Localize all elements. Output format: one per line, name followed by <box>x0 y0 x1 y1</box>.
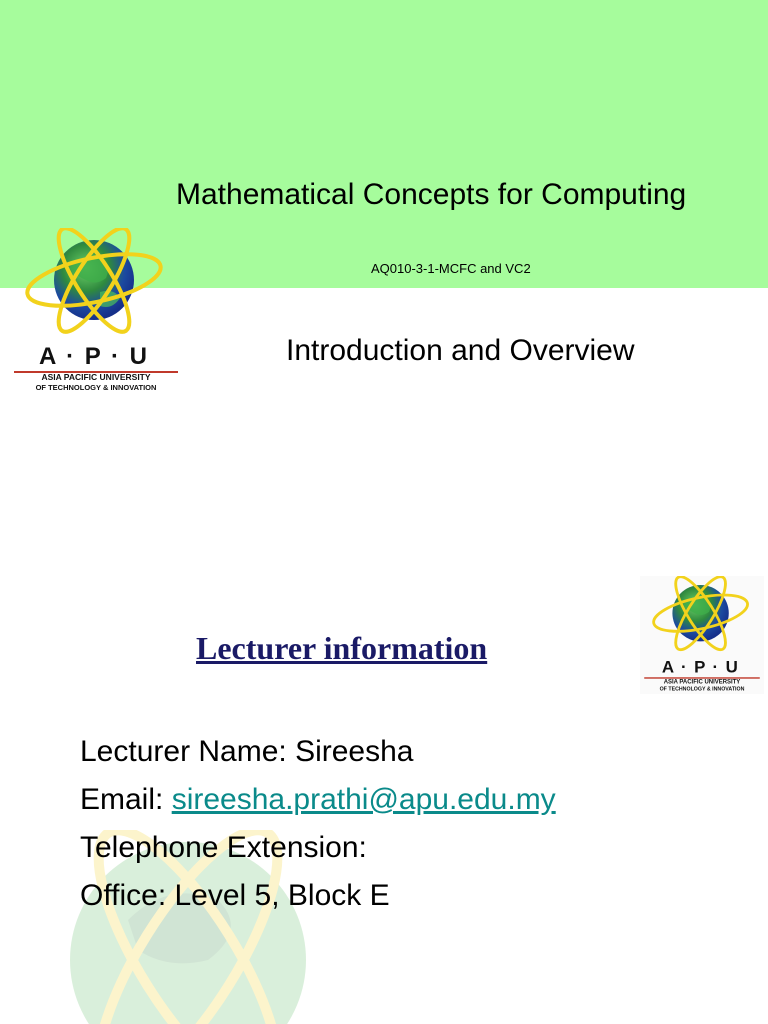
section-heading: Lecturer information <box>196 630 488 666</box>
logo-acronym: A · P · U <box>38 343 150 370</box>
slide-lecturer <box>0 512 768 1024</box>
email-label: Email: <box>80 783 172 816</box>
apu-logo-small <box>640 576 764 694</box>
apu-logo <box>8 228 184 394</box>
logo-line1: ASIA PACIFIC UNIVERSITY <box>663 679 741 686</box>
lecturer-email-row <box>80 776 556 824</box>
lecturer-info-list <box>80 728 556 920</box>
logo-acronym: A · P · U <box>661 657 740 677</box>
logo-line1: ASIA PACIFIC UNIVERSITY <box>41 372 151 382</box>
telephone-extension: Telephone Extension: <box>80 831 367 864</box>
course-title: Mathematical Concepts for Computing <box>176 178 687 211</box>
logo-line2: OF TECHNOLOGY & INNOVATION <box>659 686 745 693</box>
course-code: AQ010-3-1-MCFC and VC2 <box>371 261 531 276</box>
email-link[interactable]: sireesha.prathi@apu.edu.my <box>171 783 556 816</box>
logo-line2: OF TECHNOLOGY & INNOVATION <box>35 383 157 392</box>
slide-subtitle: Introduction and Overview <box>286 334 635 367</box>
office-location: Office: Level 5, Block E <box>80 879 390 912</box>
lecturer-name: Lecturer Name: Sireesha <box>80 735 414 768</box>
